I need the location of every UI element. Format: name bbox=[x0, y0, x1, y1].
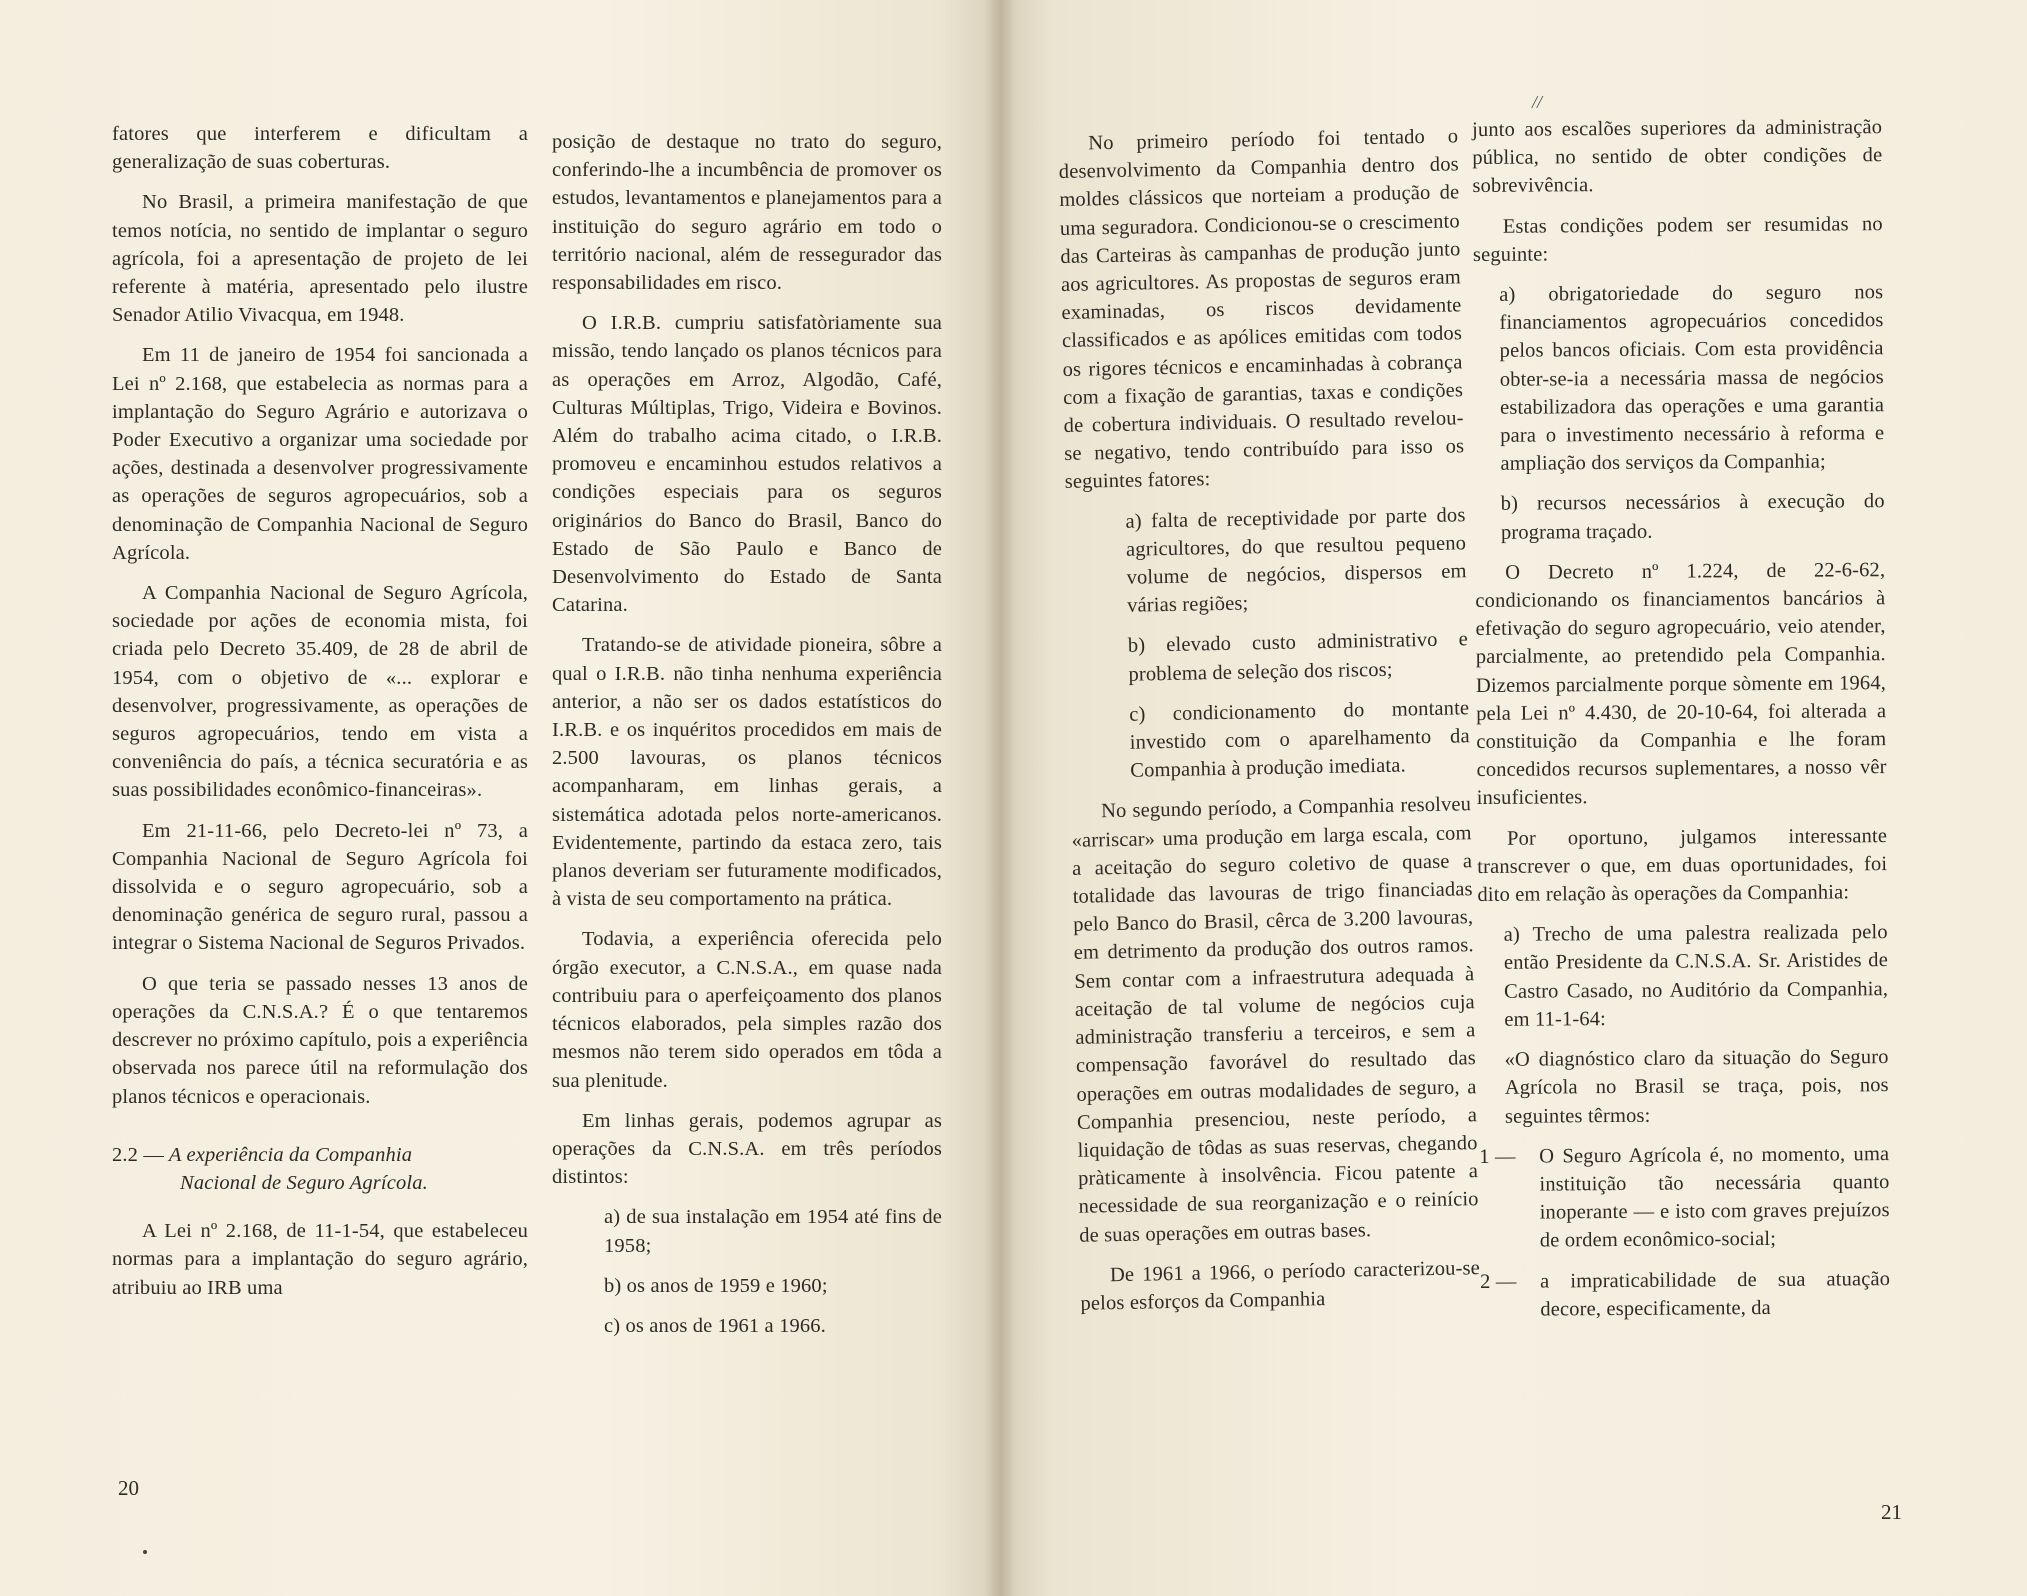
list-item: b) recursos necessários à execução do programa traçado. bbox=[1500, 490, 1885, 544]
paragraph: Por oportuno, julgamos interessante transcrever o que, em duas oportunidades, foi dito em relação às operações da Companhia: bbox=[1477, 824, 1888, 907]
numbered-item bbox=[1479, 1140, 1890, 1256]
handwritten-mark: // bbox=[1532, 92, 1543, 112]
list-item: b) os anos de 1959 e 1960; bbox=[604, 1274, 828, 1297]
item-text: O Seguro Agrícola é, no momento, uma instituição tão necessária quanto inoperante — e isto com graves prejuízos de ordem econômico-social; bbox=[1539, 1142, 1890, 1252]
right-page bbox=[1000, 0, 2027, 1596]
item-text: a impraticabilidade de sua atuação decore, especificamente, da bbox=[1540, 1267, 1891, 1321]
paragraph: No Brasil, a primeira manifestação de que temos notícia, no sentido de implantar o seguro agrícola, foi a apresentação de projeto de lei referente à matéria, apresentado pelo ilustre Senador Atilio Vivacqua, em 1948. bbox=[112, 191, 528, 327]
list-item: c) condicionamento do montante investido com o aparelhamento da Companhia à produção imediata. bbox=[1129, 697, 1470, 782]
paragraph: Estas condições podem ser resumidas no seguinte: bbox=[1472, 212, 1883, 266]
paragraph: A Companhia Nacional de Seguro Agrícola, sociedade por ações de economia mista, foi criada pelo Decreto 35.409, de 28 de abril de 1954, com o objetivo de «... explorar e desenvolver, progressivamente, as operações de seguros agropecuários, tendo em vista a conveniência do país, a técnica securatória e as suas possibilidades econômico-financeiras». bbox=[112, 582, 528, 802]
paragraph: Em 11 de janeiro de 1954 foi sancionada a Lei nº 2.168, que estabelecia as normas para a implantação do Seguro Agrário e autorizava o Poder Executivo a organizar uma sociedade por ações, destinada a desenvolver progressivamente as operações de seguros agropecuários, sob a denominação de Companhia Nacional de Seguro Agrícola. bbox=[112, 344, 528, 564]
paragraph: No primeiro período foi tentado o desenvolvimento da Companhia dentro dos moldes clássicos que norteiam a produção de uma seguradora. Condicionou-se o crescimento das Carteiras às campanhas de produção junto aos agricultores. As propostas de seguros eram examinadas, os riscos devidamente classificados e as apólices emitidas com todos os rigores técnicos e encaminhadas à cobrança com a fixação de garantias, taxas e condições de cobertura individuais. O resultado revelou-se negativo, tendo contribuído para isso os seguintes fatores: bbox=[1058, 125, 1465, 494]
page-number-right: 21 bbox=[1881, 1500, 1902, 1524]
list-item: a) Trecho de uma palestra realizada pelo então Presidente da C.N.S.A. Sr. Aristides de Castro Casado, no Auditório da Companhia, em 11-1-64: bbox=[1503, 921, 1889, 1031]
left-page-column-2 bbox=[552, 128, 942, 1352]
list-item: a) de sua instalação em 1954 até fins de 1958; bbox=[604, 1206, 942, 1257]
list-item: b) elevado custo administrativo e problema de seleção dos riscos; bbox=[1127, 628, 1469, 686]
paragraph: O I.R.B. cumpriu satisfatòriamente sua missão, tendo lançado os planos técnicos para as operações em Arroz, Algodão, Café, Culturas Múltiplas, Trigo, Videira e Bovinos. Além do trabalho acima citado, o I.R.B. promoveu e encaminhou estudos relativos a condições especiais para os seguros originários do Banco do Brasil, Banco do Estado de São Paulo e Banco de Desenvolvimento do Estado de Santa Catarina. bbox=[552, 312, 942, 617]
paragraph: fatores que interferem e dificultam a generalização de suas coberturas. bbox=[112, 123, 528, 174]
item-number: 2 — bbox=[1480, 1270, 1517, 1293]
quote-paragraph: «O diagnóstico claro da situação do Seguro Agrícola no Brasil se traça, pois, nos seguintes têrmos: bbox=[1504, 1046, 1889, 1128]
left-page-column-1 bbox=[112, 120, 528, 1314]
paragraph: De 1961 a 1966, o período caracterizou-se pelos esforços da Companhia bbox=[1080, 1256, 1481, 1315]
page-number-left: 20 bbox=[118, 1476, 139, 1500]
section-title-line-2: Nacional de Seguro Agrícola. bbox=[180, 1171, 428, 1194]
section-title-line-1: A experiência da Companhia bbox=[168, 1143, 413, 1166]
paragraph: Tratando-se de atividade pioneira, sôbre a qual o I.R.B. não tinha nenhuma experiência anterior, a não ser os dados estatísticos do I.R.B. e os inquéritos procedidos em mais de 2.500 lavouras, os planos técnicos acompanharam, em linhas gerais, a sistemática adotada pelos norte-americanos. Evidentemente, partindo da estaca zero, tais planos deveriam ser futuramente modificados, à vista de seu comportamento na prática. bbox=[552, 634, 942, 911]
ink-speck bbox=[143, 1550, 147, 1554]
left-page bbox=[0, 0, 1000, 1596]
right-page-column-2 bbox=[1472, 113, 1891, 1336]
item-number: 1 — bbox=[1479, 1145, 1516, 1168]
paragraph: Em linhas gerais, podemos agrupar as operações da C.N.S.A. em três períodos distintos: bbox=[552, 1109, 942, 1189]
list-item: a) falta de receptividade por parte dos agricultores, do que resultou pequeno volume de negócios, dispersos em várias regiões; bbox=[1125, 503, 1467, 618]
paragraph: posição de destaque no trato do seguro, conferindo-lhe a incumbência de promover os estudos, levantamentos e planejamentos para a instituição do seguro agrário em todo o território nacional, além de ressegurador das responsabilidades em risco. bbox=[552, 131, 942, 295]
book-gutter bbox=[985, 0, 1015, 1596]
section-number: 2.2 — bbox=[112, 1143, 164, 1166]
right-page-column-1 bbox=[1058, 122, 1481, 1330]
paragraph: A Lei nº 2.168, de 11-1-54, que estabeleceu normas para a implantação do seguro agrário, atribuiu ao IRB uma bbox=[112, 1220, 528, 1299]
numbered-item bbox=[1480, 1265, 1890, 1324]
paragraph: O que teria se passado nesses 13 anos de operações da C.N.S.A.? É o que tentaremos descrever no próximo capítulo, pois a experiência observada nos parece útil na reformulação dos planos técnicos e operacionais. bbox=[112, 972, 528, 1108]
paragraph: O Decreto nº 1.224, de 22-6-62, condicionando os financiamentos bancários à efetivação do seguro agropecuário, veio atender, parcialmente, ao pretendido pela Companhia. Dizemos parcialmente porque sòmente em 1964, pela Lei nº 4.430, de 20-10-64, foi alterada a constituição da Companhia e lhe foram concedidos recursos suplementares, a nosso vêr insuficientes. bbox=[1475, 558, 1887, 810]
paragraph: Todavia, a experiência oferecida pelo órgão executor, a C.N.S.A., em quase nada contribuiu para o aperfeiçoamento dos planos técnicos elaborados, pela simples razão dos mesmos não terem sido operados em tôda a sua plenitude. bbox=[552, 928, 942, 1092]
list-item: c) os anos de 1961 a 1966. bbox=[604, 1314, 826, 1337]
section-heading bbox=[112, 1141, 528, 1197]
list-item: a) obrigatoriedade do seguro nos financiamentos agropecuários concedidos pelos bancos oficiais. Com esta providência obter-se-ia a necessária massa de negócios estabilizadora das operações e uma garantia para o investimento necessário à reforma e ampliação dos serviços da Companhia; bbox=[1499, 281, 1885, 476]
paragraph: No segundo período, a Companhia resolveu «arriscar» uma produção em larga escala, com a aceitação do seguro coletivo de quase a totalidade das lavouras de trigo financiadas pelo Banco do Brasil, cêrca de 3.200 lavouras, em detrimento da produção dos outros ramos. Sem contar com a infraestrutura adequada à aceitação de tal volume de negócios cuja administração transferiu a terceiros, e sem a compensação favorável do resultado das operações em outras modalidades de seguro, a Companhia presenciou, neste período, a liquidação de tôdas as suas reservas, chegando pràticamente à insolvência. Ficou patente a necessidade de sua reorganização e o reinício de suas operações em outras bases. bbox=[1071, 793, 1479, 1247]
paragraph: Em 21-11-66, pelo Decreto-lei nº 73, a Companhia Nacional de Seguro Agrícola foi dissolvida e o seguro agropecuário, sob a denominação genérica de seguro rural, passou a integrar o Sistema Nacional de Seguros Privados. bbox=[112, 819, 528, 955]
paragraph: junto aos escalões superiores da administração pública, no sentido de obter condições de sobrevivência. bbox=[1472, 116, 1883, 198]
